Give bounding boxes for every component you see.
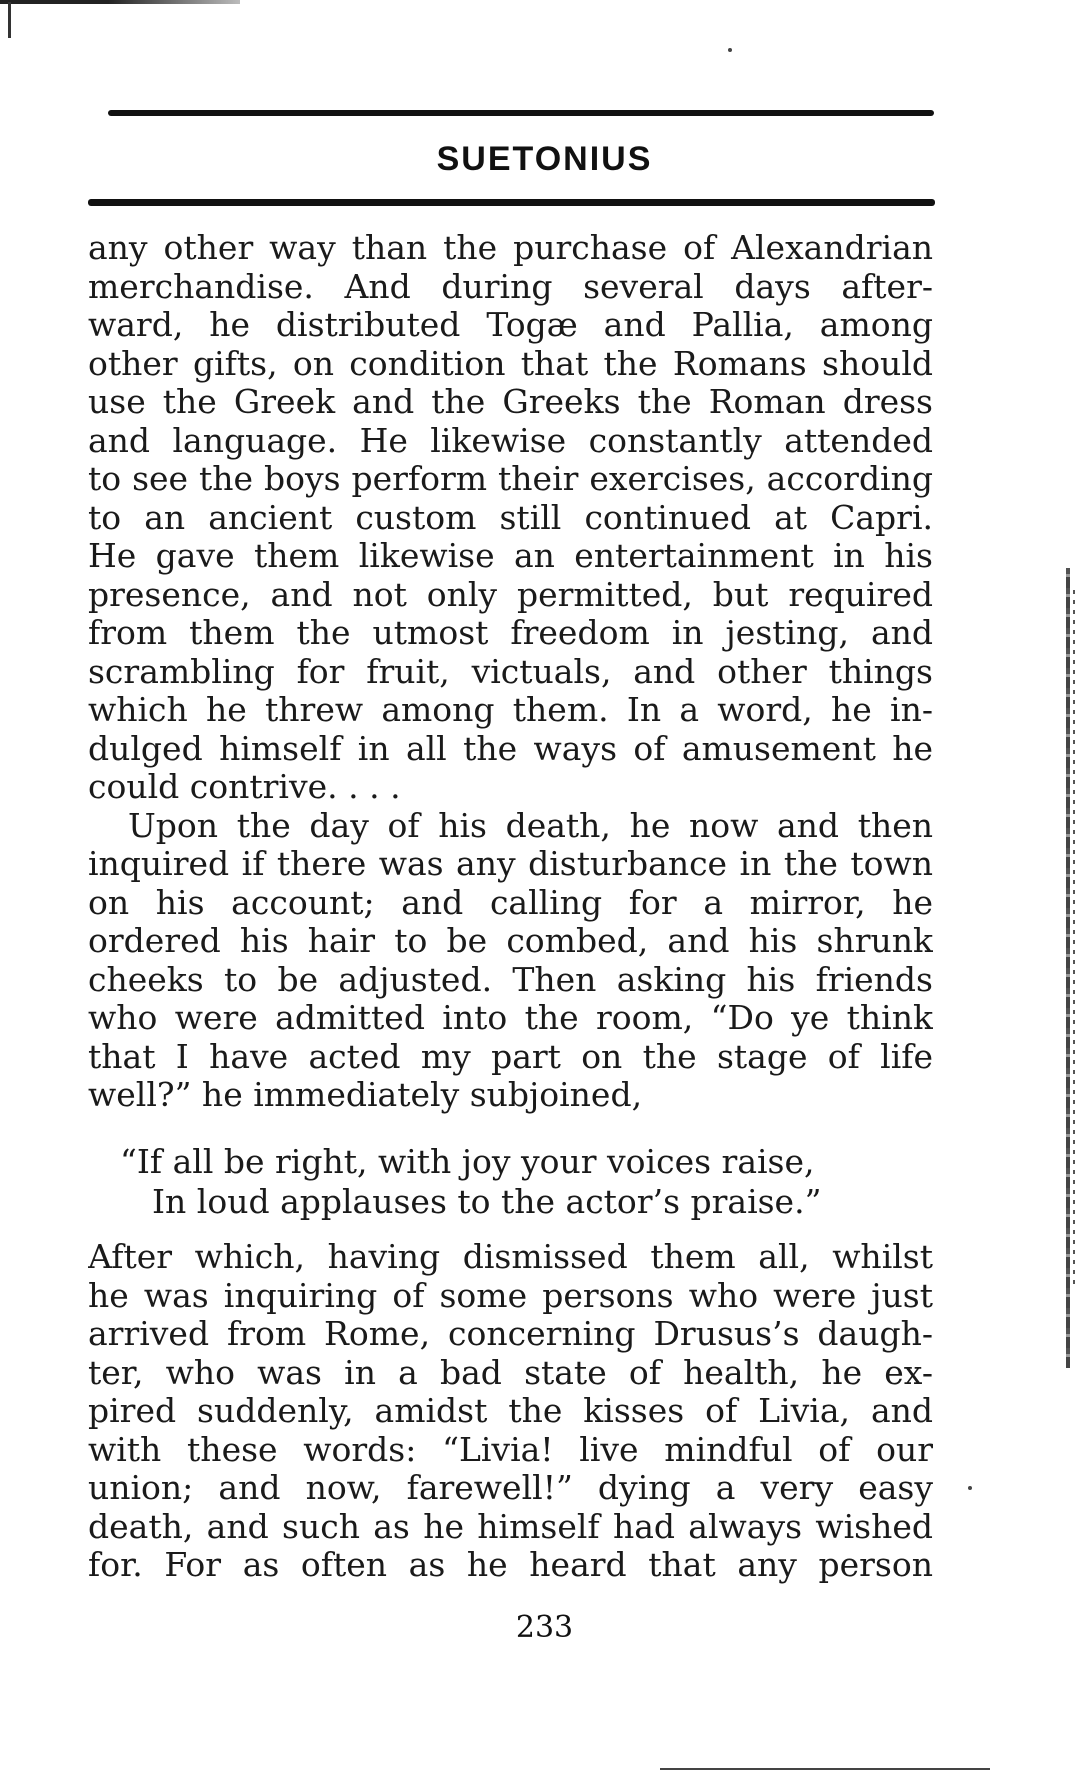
verse-quote bbox=[120, 1142, 920, 1222]
binding-edge-mark bbox=[1066, 568, 1070, 1368]
text-line: who were admitted into the room, “Do ye think bbox=[88, 999, 933, 1037]
text-line: After which, having dismissed them all, whilst bbox=[88, 1238, 933, 1276]
paragraph-3 bbox=[88, 1238, 933, 1585]
text-line: inquired if there was any disturbance in the town bbox=[88, 845, 933, 883]
header-rule-bottom bbox=[88, 199, 935, 206]
text-line: Upon the day of his death, he now and then bbox=[128, 806, 933, 845]
page-number: 233 bbox=[515, 1610, 574, 1645]
text-line: that I have acted my part on the stage of life bbox=[88, 1037, 933, 1076]
text-line: from them the utmost freedom in jesting, and bbox=[88, 614, 933, 652]
text-line: cheeks to be adjusted. Then asking his friends bbox=[88, 960, 933, 999]
text-line: presence, and not only permitted, but required bbox=[88, 575, 933, 614]
text-line: ter, who was in a bad state of health, he ex- bbox=[88, 1353, 933, 1392]
text-line: on his account; and calling for a mirror, he bbox=[88, 883, 933, 922]
text-line: merchandise. And during several days after- bbox=[88, 267, 933, 306]
text-line: other gifts, on condition that the Romans should bbox=[88, 344, 933, 383]
text-line: dulged himself in all the ways of amusement he bbox=[88, 729, 933, 768]
text-line: any other way than the purchase of Alexandrian bbox=[88, 229, 933, 267]
text-line: ordered his hair to be combed, and his shrunk bbox=[88, 922, 933, 960]
text-line: well?” he immediately subjoined, bbox=[88, 1076, 643, 1114]
text-line: ward, he distributed Togæ and Pallia, among bbox=[88, 306, 933, 344]
text-line: arrived from Rome, concerning Drusus’s daugh- bbox=[88, 1315, 933, 1353]
text-line: union; and now, farewell!” dying a very easy bbox=[88, 1469, 933, 1507]
scan-edge-line bbox=[660, 1768, 990, 1770]
verse-line: In loud applauses to the actor’s praise.” bbox=[152, 1182, 822, 1221]
paragraph-1 bbox=[88, 229, 933, 1115]
text-line: could contrive. . . . bbox=[88, 768, 401, 806]
text-line: he was inquiring of some persons who were just bbox=[88, 1276, 933, 1315]
text-line: for. For as often as he heard that any person bbox=[88, 1546, 933, 1584]
scan-edge-mark bbox=[0, 0, 240, 4]
text-line: to see the boys perform their exercises, according bbox=[88, 460, 933, 498]
text-line: He gave them likewise an entertainment in his bbox=[88, 537, 933, 575]
binding-edge-mark bbox=[1073, 590, 1075, 1290]
text-line: death, and such as he himself had always wished bbox=[88, 1507, 933, 1546]
header-rule-top bbox=[108, 110, 934, 116]
text-line: scrambling for fruit, victuals, and other things bbox=[88, 652, 933, 691]
verse-line: “If all be right, with joy your voices raise, bbox=[120, 1142, 815, 1181]
text-line: to an ancient custom still continued at Capri. bbox=[88, 498, 933, 537]
text-line: and language. He likewise constantly attended bbox=[88, 421, 933, 460]
text-line: use the Greek and the Greeks the Roman dress bbox=[88, 383, 933, 421]
scan-speck bbox=[728, 48, 732, 52]
text-line: which he threw among them. In a word, he in- bbox=[88, 691, 933, 729]
text-line: with these words: “Livia! live mindful of our bbox=[88, 1430, 933, 1469]
text-line: pired suddenly, amidst the kisses of Livia, and bbox=[88, 1392, 933, 1430]
scan-edge-mark-vertical bbox=[8, 2, 25, 38]
running-title: SUETONIUS bbox=[436, 140, 653, 178]
scan-speck bbox=[968, 1486, 972, 1490]
